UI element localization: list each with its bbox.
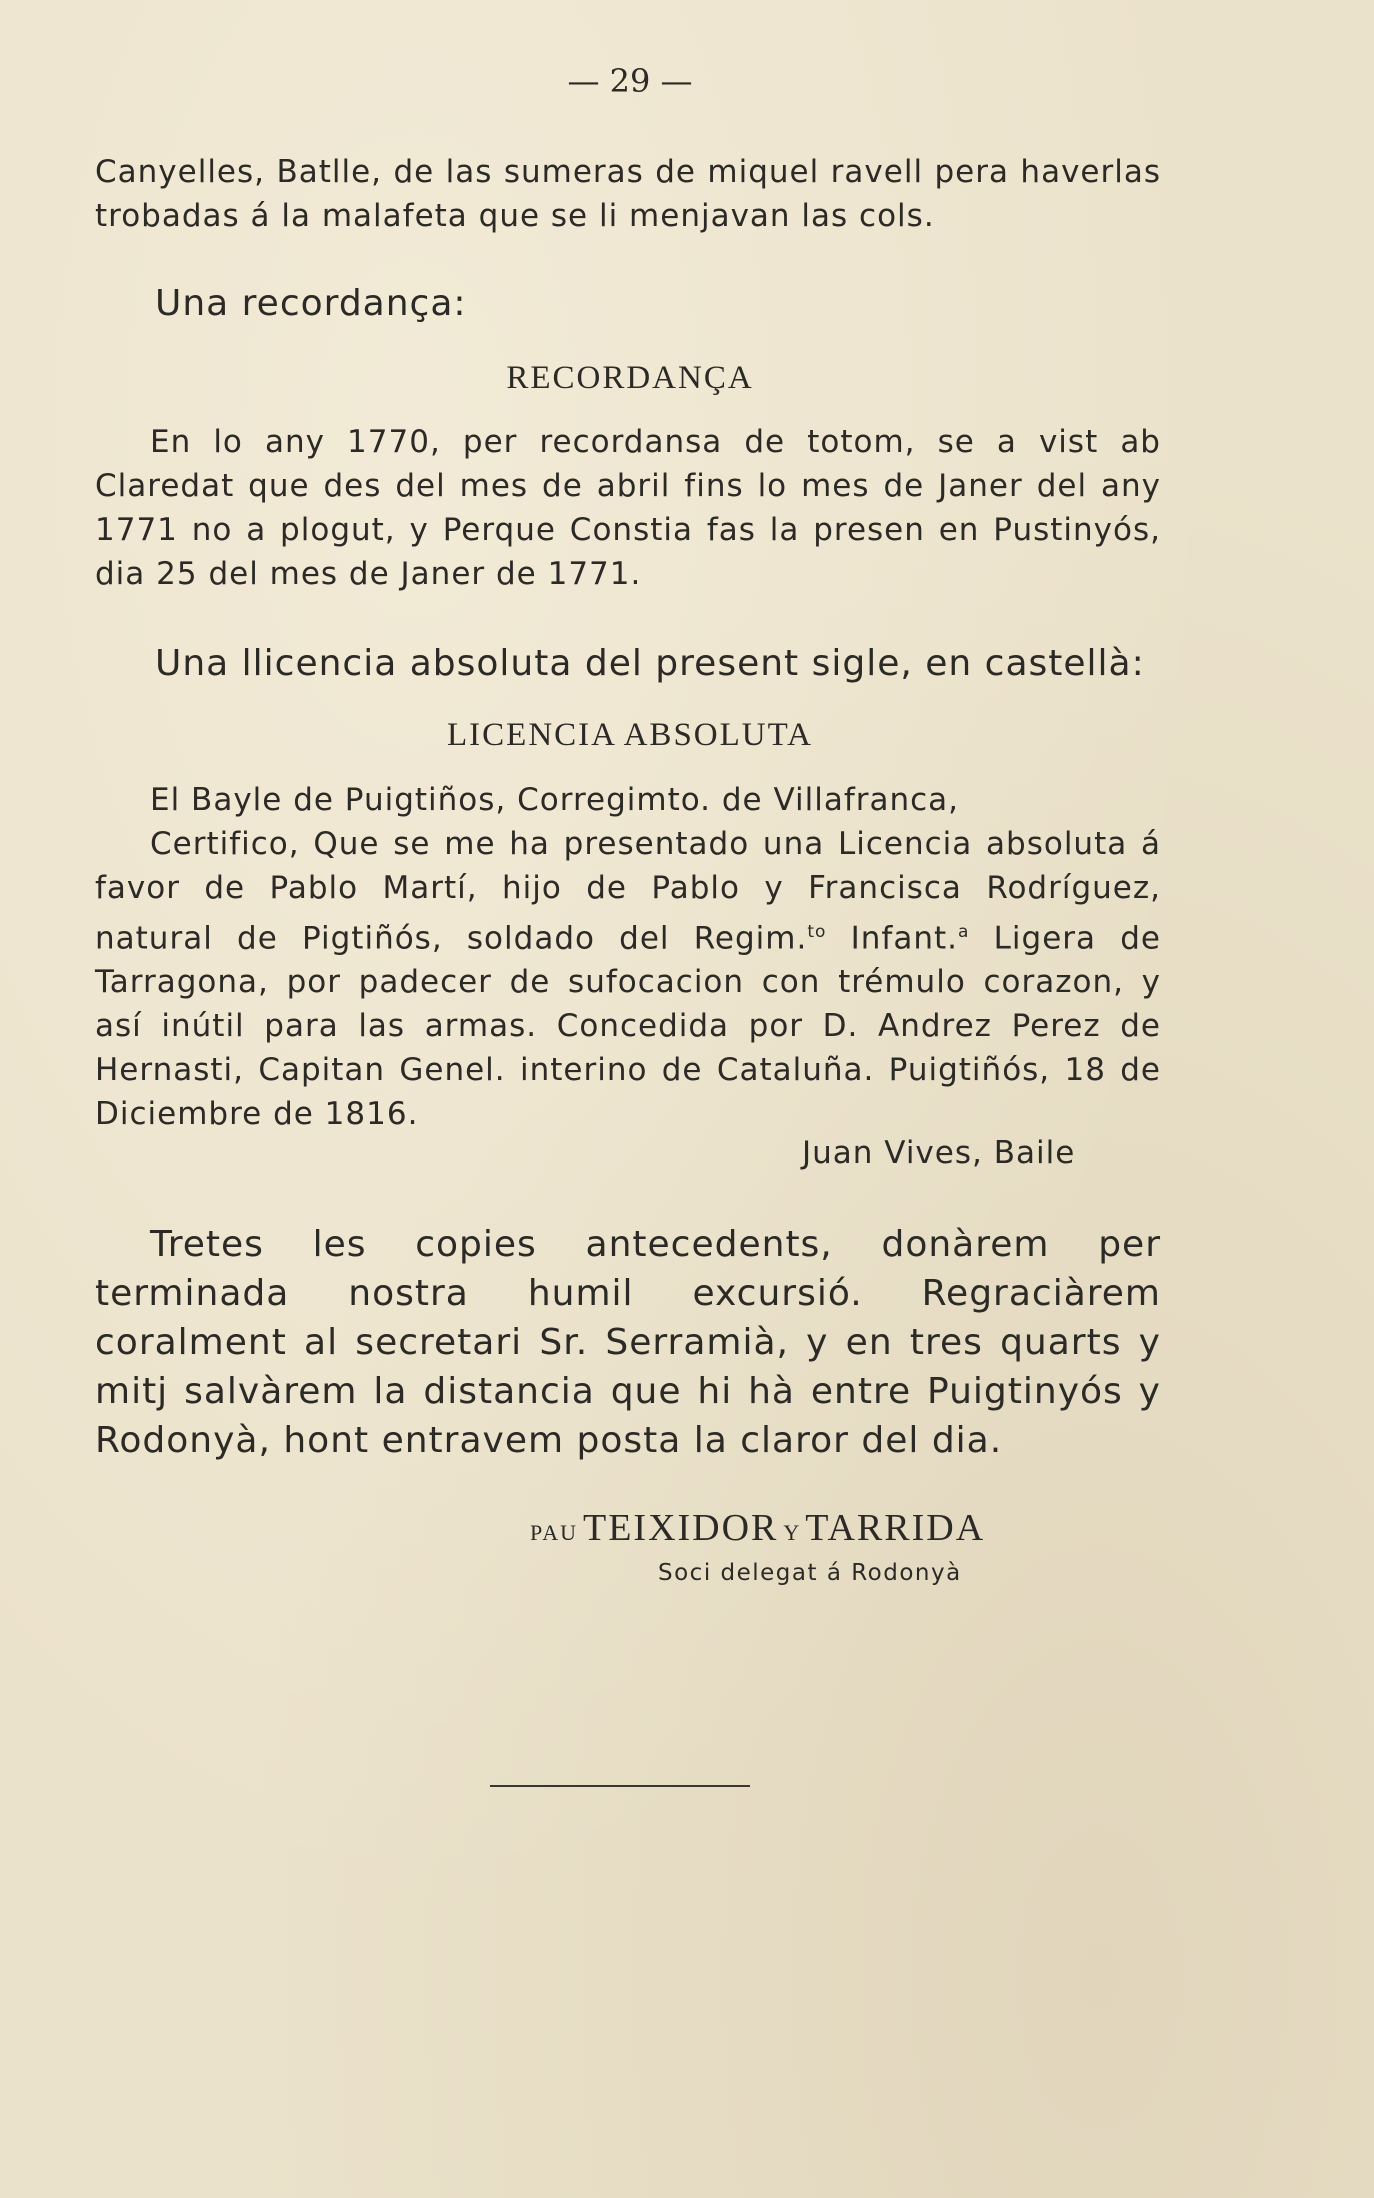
recordanca-intro: Una recordança: <box>155 283 467 324</box>
end-rule <box>490 1785 750 1787</box>
author-surname-1: TEIXIDOR <box>583 1507 779 1549</box>
closing-block <box>95 1220 1161 1465</box>
licencia-opening-line: El Bayle de Puigtiños, Corregimto. de Villafranca, <box>150 782 960 818</box>
licencia-text <box>95 822 1161 1136</box>
page-number: — 29 — <box>567 62 693 100</box>
licencia-text-part-c: Ligera de Tarragona, por padecer de sufocacion con trémulo corazon, y así inútil para las armas. Concedida por D. Andrez Perez de Hernasti, Capitan Genel. interino de Cataluña. Puigtiñós, 18 de Diciembre de 1816. <box>95 920 1162 1133</box>
licencia-heading: LICENCIA ABSOLUTA <box>447 717 813 753</box>
author-name <box>530 1506 985 1550</box>
recordanca-heading: RECORDANÇA <box>506 360 754 396</box>
author-surname-2: TARRIDA <box>805 1507 986 1549</box>
recordanca-block <box>95 420 1161 596</box>
recordanca-text: En lo any 1770, per recordansa de totom, se a vist ab Claredat que des del mes de abril fins lo mes de Janer del any 1771 no a plogut, y Perque Constia fas la presen en Pustinyós, dia 25 del mes de Janer de 1771. <box>95 424 1161 592</box>
author-conjunction: Y <box>783 1520 801 1545</box>
licencia-signature: Juan Vives, Baile <box>802 1135 1076 1171</box>
author-prefix: PAU <box>530 1520 578 1545</box>
licencia-intro: Una llicencia absoluta del present sigle, en castellà: <box>155 643 1145 684</box>
intro-block <box>95 150 1161 238</box>
licencia-superscript-2: a <box>958 922 970 942</box>
author-role: Soci delegat á Rodonyà <box>658 1560 962 1586</box>
intro-paragraph: Canyelles, Batlle, de las sumeras de miquel ravell pera haverlas trobadas á la malafeta que se li menjavan las cols. <box>95 154 1161 234</box>
licencia-superscript-1: to <box>807 922 827 942</box>
licencia-block <box>95 778 1161 1136</box>
licencia-text-part-a: Certifico, Que se me ha presentado una Licencia absoluta á favor de Pablo Martí, hijo de Pablo y Francisca Rodríguez, natural de Pigtiñós, soldado del Regim. <box>95 826 1161 957</box>
licencia-text-part-b: Infant. <box>826 920 959 957</box>
closing-paragraph: Tretes les copies antecedents, donàrem per terminada nostra humil excursió. Regraciàrem coralment al secretari Sr. Serramià, y en tres quarts y mitj salvàrem la distancia que hi hà entre Puigtinyós y Rodonyà, hont entravem posta la claror del dia. <box>95 1224 1161 1461</box>
